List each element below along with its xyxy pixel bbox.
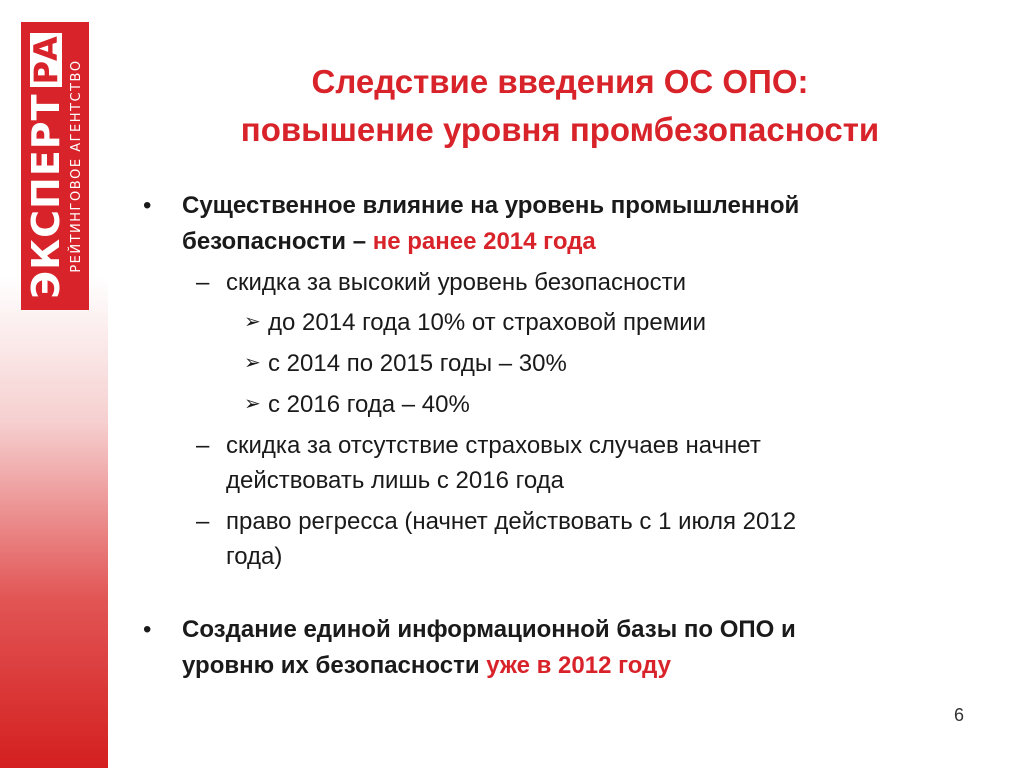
point1-line2-text: безопасности –	[182, 228, 373, 255]
point2-line1: Создание единой информационной базы по ОПО и	[182, 616, 796, 643]
point2-highlight: уже в 2012 году	[486, 652, 671, 679]
sub1-item-2: с 2014 по 2015 годы – 30%	[268, 350, 567, 377]
point1-line2	[182, 224, 596, 259]
sub1-text: скидка за высокий уровень безопасности	[226, 269, 686, 296]
point2-line2-text: уровню их безопасности	[182, 652, 487, 679]
sub1-item-3: с 2016 года – 40%	[268, 391, 470, 418]
logo-word: ЭКСПЕРТ	[23, 93, 68, 299]
title-line-2: повышение уровня промбезопасности	[240, 111, 880, 148]
point1-highlight: не ранее 2014 года	[372, 228, 596, 255]
title-line-1: Следствие введения ОС ОПО:	[311, 63, 809, 100]
sub1-item-1: до 2014 года 10% от страховой премии	[268, 309, 706, 336]
bullet-marker: •	[143, 616, 152, 643]
arrow-bullet-icon: ➢	[244, 311, 261, 333]
arrow-bullet-icon: ➢	[244, 393, 261, 415]
sub2-line2: действовать лишь с 2016 года	[226, 467, 565, 494]
arrow-bullet-icon: ➢	[244, 352, 261, 374]
sub3-line2: года)	[226, 543, 283, 570]
logo-ra: РА	[30, 33, 62, 87]
page-number: 6	[953, 705, 964, 725]
bullet-marker: •	[143, 192, 152, 219]
slide-title	[130, 58, 990, 154]
dash-marker: –	[196, 432, 210, 459]
point1-line1: Существенное влияние на уровень промышленной	[182, 192, 800, 219]
expert-ra-logo	[21, 22, 89, 310]
sub3-line1: право регресса (начнет действовать с 1 июля 2012	[226, 508, 797, 535]
logo-subtitle: РЕЙТИНГОВОЕ АГЕНТСТВО	[68, 59, 84, 273]
dash-marker: –	[196, 508, 210, 535]
dash-marker: –	[196, 269, 210, 296]
sub2-line1: скидка за отсутствие страховых случаев начнет	[226, 432, 761, 459]
point2-line2	[182, 648, 671, 683]
